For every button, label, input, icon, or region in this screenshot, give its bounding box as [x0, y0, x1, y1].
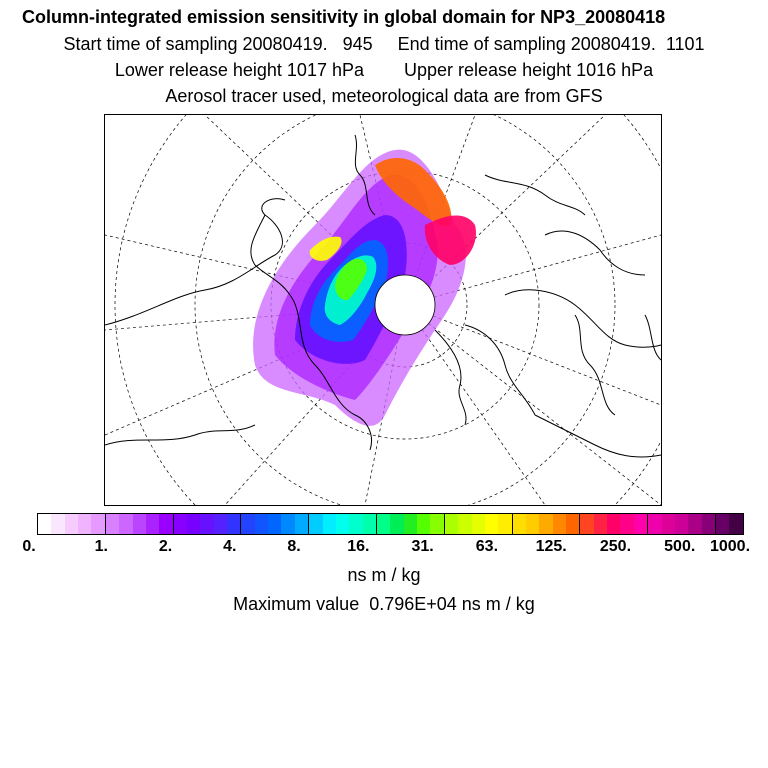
colorbar-segment: [580, 514, 593, 534]
colorbar-tick-label: 2.: [158, 538, 173, 555]
colorbar-segment: [729, 514, 742, 534]
colorbar-segment: [458, 514, 471, 534]
colorbar-segment: [553, 514, 566, 534]
colorbar-segment: [268, 514, 281, 534]
colorbar-segment: [430, 514, 444, 534]
colorbar-tick-label: 8.: [287, 538, 301, 555]
colorbar: [37, 513, 744, 535]
colorbar-tick-label: 1000.: [709, 538, 751, 555]
colorbar-segment: [513, 514, 526, 534]
colorbar-tick-label: 16.: [347, 538, 370, 555]
colorbar-segment: [607, 514, 620, 534]
polar-map-svg: [105, 115, 661, 505]
colorbar-segment: [417, 514, 430, 534]
emission-plume: [253, 150, 476, 426]
colorbar-segment: [526, 514, 539, 534]
colorbar-segment: [648, 514, 661, 534]
colorbar-segment: [390, 514, 403, 534]
colorbar-segment: [349, 514, 362, 534]
colorbar-segment: [255, 514, 268, 534]
colorbar-segment: [91, 514, 105, 534]
maximum-value: Maximum value 0.796E+04 ns m / kg: [233, 594, 535, 614]
colorbar-tick-label: 250.: [599, 538, 632, 555]
colorbar-tick-label: 0.: [22, 538, 36, 555]
colorbar-tick-label: 63.: [475, 538, 499, 555]
colorbar-segment: [377, 514, 390, 534]
map-title: Column-integrated emission sensitivity in global domain for NP3_20080418: [22, 7, 666, 27]
colorbar-segment: [146, 514, 159, 534]
colorbar-segment: [498, 514, 512, 534]
colorbar-segment: [241, 514, 254, 534]
sampling-times: Start time of sampling 20080419. 945 End time of sampling 20080419. 1101: [63, 34, 705, 54]
colorbar-tick-label: 125.: [535, 538, 567, 555]
colorbar-segment: [404, 514, 417, 534]
colorbar-segment: [159, 514, 173, 534]
colorbar-segment: [566, 514, 580, 534]
colorbar-segment: [620, 514, 633, 534]
colorbar-segment: [200, 514, 213, 534]
colorbar-segment: [702, 514, 716, 534]
colorbar-segment: [485, 514, 498, 534]
colorbar-segment: [336, 514, 349, 534]
sensitivity-map: [104, 114, 662, 506]
colorbar-segment: [65, 514, 78, 534]
colorbar-segment: [662, 514, 675, 534]
colorbar-tick-label: 1.: [94, 538, 108, 555]
colorbar-segment: [445, 514, 458, 534]
colorbar-segment: [363, 514, 377, 534]
colorbar-segment: [472, 514, 485, 534]
colorbar-segment: [227, 514, 241, 534]
pole-marker: [375, 275, 435, 335]
colorbar-segment: [38, 514, 51, 534]
colorbar-tick-label: 31.: [411, 538, 434, 555]
colorbar-segment: [688, 514, 701, 534]
colorbar-segment: [78, 514, 91, 534]
colorbar-segment: [51, 514, 64, 534]
colorbar-segment: [675, 514, 688, 534]
colorbar-segment: [634, 514, 648, 534]
colorbar-segment: [309, 514, 322, 534]
tracer-info: Aerosol tracer used, meteorological data are from GFS: [165, 86, 603, 106]
colorbar-segment: [174, 514, 187, 534]
colorbar-segment: [323, 514, 336, 534]
colorbar-segment: [594, 514, 607, 534]
colorbar-tick-label: 4.: [223, 538, 237, 555]
colorbar-segment: [133, 514, 146, 534]
colorbar-segment: [119, 514, 132, 534]
colorbar-segment: [716, 514, 729, 534]
colorbar-segment: [214, 514, 227, 534]
colorbar-segment: [281, 514, 294, 534]
colorbar-tick-label: 500.: [664, 538, 696, 555]
colorbar-segment: [106, 514, 119, 534]
colorbar-segment: [539, 514, 552, 534]
colorbar-units: ns m / kg: [347, 565, 421, 585]
release-heights: Lower release height 1017 hPa Upper release height 1016 hPa: [114, 60, 654, 80]
colorbar-segment: [187, 514, 200, 534]
colorbar-segment: [295, 514, 309, 534]
